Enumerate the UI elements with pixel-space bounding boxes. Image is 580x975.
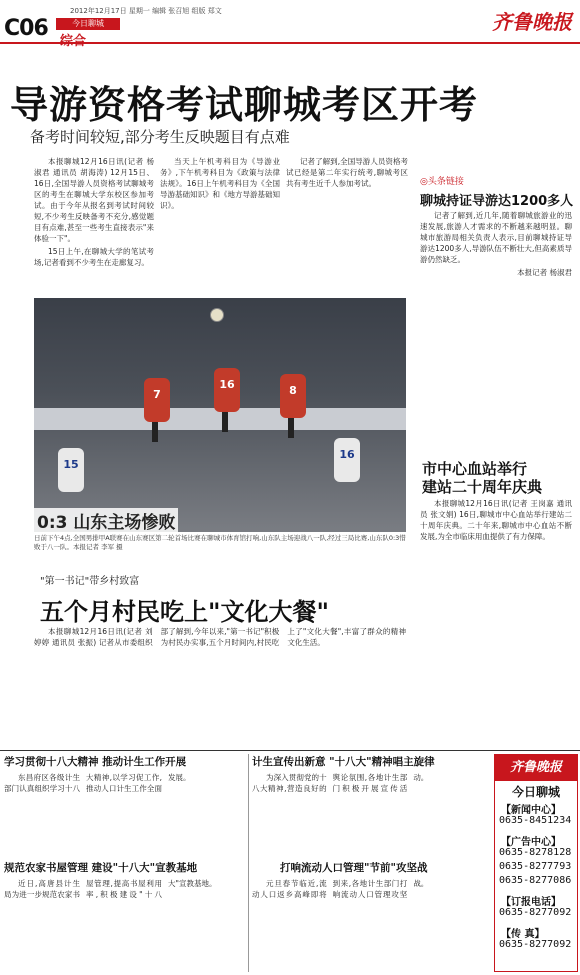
date-line: 2012年12月17日 星期一 编辑 张召旭 组版 郑文 <box>70 7 222 15</box>
contact-logo: 齐鲁晚报 <box>495 755 577 781</box>
side-author: 本报记者 杨淑君 <box>517 268 572 277</box>
bottom-text-3: 近日,高唐县计生局为进一步规范农家书屋管理,提高书屋利用率,积极建设"十八大"宣教基地。 <box>4 879 217 899</box>
volleyball-icon <box>210 308 224 322</box>
player: 7 <box>144 378 170 422</box>
bottom-text-4: 元旦春节临近,流动人口返乡高峰即将到来,各地计生部门打响流动人口管理攻坚战。 <box>252 879 429 899</box>
lead-paragraph: 记者了解到,全国导游人员资格考试已经是第二年实行统考,聊城考区共有考生近千人参加考试。 <box>286 157 408 188</box>
blood-headline-line1: 市中心血站举行 <box>422 460 528 478</box>
news-center-label: 【新闻中心】 <box>501 805 561 816</box>
lead-paragraph: 本报聊城12月16日讯(记者 杨淑君 通讯员 胡海涛) 12月15日、16日,全国导游人员资格考试聊城考区的考生在聊城大学东校区参加考试。由于今年从报名到考试时间较短,不少考生反映备考不充分,感觉题目有点难,甚至一些考生直接表示"来体验一下"。 <box>34 157 154 243</box>
lead-subheadline: 备考时间较短,部分考生反映题目有点难 <box>30 128 290 146</box>
bottom-headline-2: 计生宣传出新意 "十八大"精神唱主旋律 <box>252 756 435 768</box>
link-tag: ◎头条链接 <box>420 177 464 187</box>
story2-kicker: "第一书记"带乡村致富 <box>40 576 140 587</box>
subscription-label: 【订报电话】 <box>501 897 561 908</box>
story2-headline: 五个月村民吃上"文化大餐" <box>40 598 330 626</box>
side-paragraph: 记者了解到,近几年,随着聊城旅游业的迅速发展,旅游人才需求的不断越来越明显。聊城市旅游局相关负责人表示,目前聊城持证导游达1200多人,导游队伍不断壮大,但高素质导游仍然缺乏。 <box>420 211 572 264</box>
blood-text <box>420 498 572 744</box>
photo-overlay-headline: 0:3 山东主场惨败 <box>34 508 178 532</box>
fax-label: 【传 真】 <box>501 929 545 940</box>
bottom-text-1: 东昌府区各级计生部门认真组织学习十八大精神,以学习促工作,推动人口计生工作全面发展。 <box>4 773 191 793</box>
bottom-headline-1: 学习贯彻十八大精神 推动计生工作开展 <box>4 756 187 768</box>
bottom-headline-4: 打响流动人口管理"节前"攻坚战 <box>280 862 428 874</box>
bottom-rule <box>0 750 580 751</box>
ad-center-label: 【广告中心】 <box>501 837 561 848</box>
bottom-text-2: 为深入贯彻党的十八大精神,营造良好的舆论氛围,各地计生部门积极开展宣传活动。 <box>252 773 429 793</box>
photo-caption: 日前下午4点,全国男排甲A联赛在山东赛区第二轮首场比赛在聊城市体育馆打响,山东队主场迎战八一队,经过三局比赛,山东队0:3惜败于八一队。本报记者 李军 摄 <box>34 534 406 551</box>
ad-phone: 0635-8277086 <box>499 875 572 886</box>
volleyball-photo <box>34 298 406 532</box>
contact-box <box>494 754 578 972</box>
blood-paragraph: 本报聊城12月16日讯(记者 王岗嘉 通讯员 张文娟) 16日,聊城市中心血站举行建站二十周年庆典。二十年来,聊城市中心血站不断发展,为全市临床用血提供了有力保障。 <box>420 499 572 541</box>
lead-paragraph: 当天上午机考科目为《导游业务》,下午机考科目为《政策与法律法规》。16日上午机考科目为《全国导游基础知识》和《地方导游基础知识》。 <box>160 157 280 210</box>
column-divider <box>248 754 249 972</box>
player: 8 <box>280 374 306 418</box>
header-rule <box>0 42 580 44</box>
newspaper-logo: 齐鲁晚报 <box>492 10 572 34</box>
section-bar: 今日聊城 <box>56 18 120 30</box>
lead-paragraph: 15日上午,在聊城大学的笔试考场,记者看到不少考生在走廊复习。 <box>34 247 154 267</box>
side-text <box>420 210 572 438</box>
lead-text-col3 <box>286 156 408 296</box>
lead-text-col2 <box>160 156 280 296</box>
bottom-headline-3: 规范农家书屋管理 建设"十八大"宣教基地 <box>4 862 198 874</box>
player: 16 <box>334 438 360 482</box>
blood-headline-line2: 建站二十周年庆典 <box>422 478 543 496</box>
ad-phone: 0635-8277793 <box>499 861 572 872</box>
player: 16 <box>214 368 240 412</box>
news-center-phone: 0635-8451234 <box>499 815 572 826</box>
page-number: C06 <box>4 16 48 41</box>
contact-section: 今日聊城 <box>511 785 560 799</box>
section-name <box>60 30 86 49</box>
story2-text <box>34 626 406 746</box>
subscription-phone: 0635-8277092 <box>499 907 572 918</box>
lead-headline: 导游资格考试聊城考区开考 <box>10 83 479 127</box>
player: 15 <box>58 448 84 492</box>
ad-phone: 0635-8278128 <box>499 847 572 858</box>
side-headline: 聊城持证导游达1200多人 <box>420 194 574 209</box>
page-header <box>0 0 580 44</box>
story2-paragraph: 本报聊城12月16日讯(记者 刘婷婷 通讯员 张振) 记者从市委组织部了解到,今年以来,"第一书记"积极为村民办实事,五个月时间内,村民吃上了"文化大餐",丰富了群众的精神文化生活。 <box>34 627 406 647</box>
lead-text-col1 <box>34 156 154 296</box>
fax-number: 0635-8277092 <box>499 939 572 950</box>
